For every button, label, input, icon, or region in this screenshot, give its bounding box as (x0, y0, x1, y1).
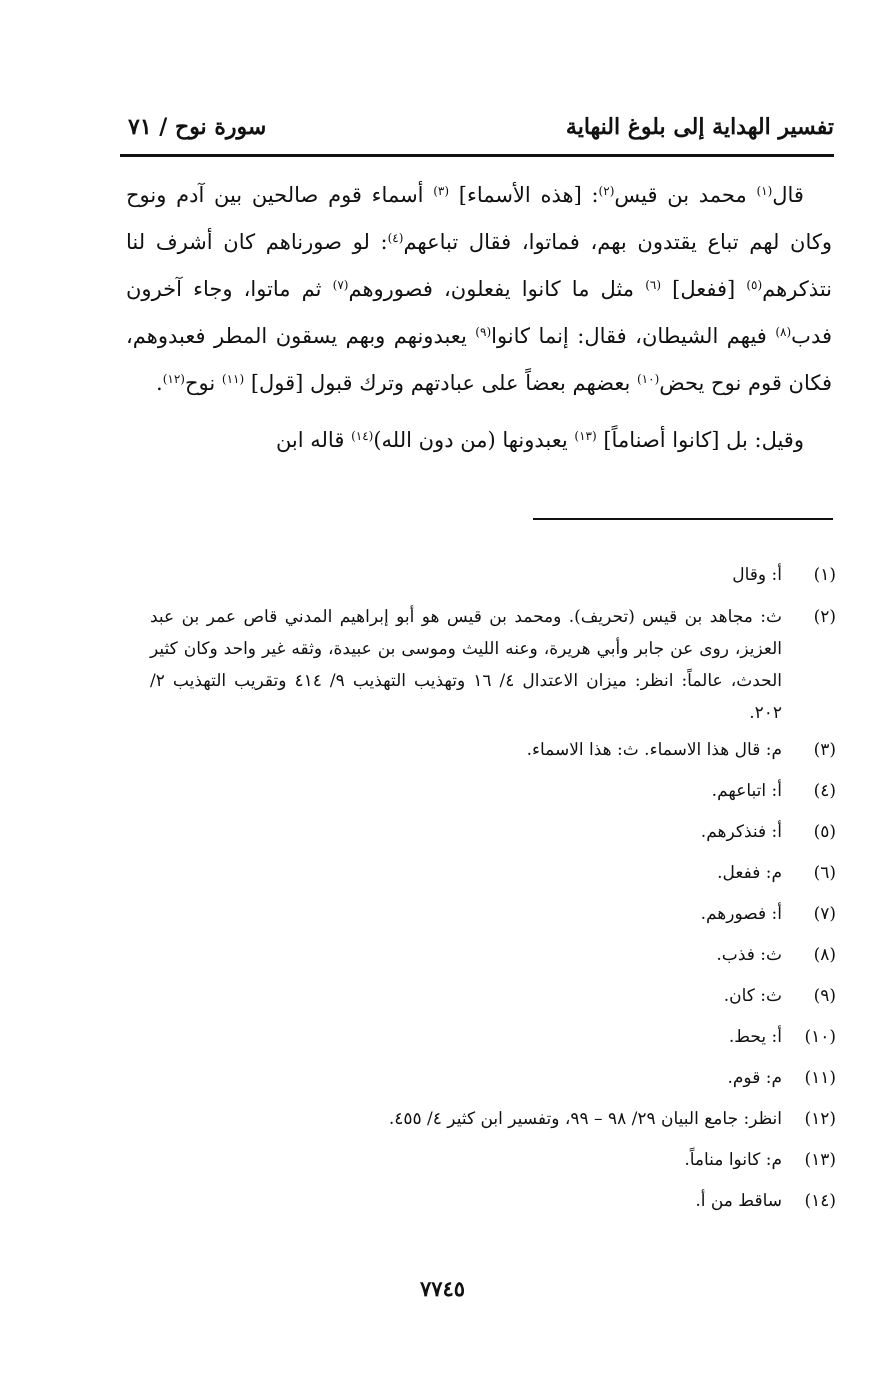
footnote-ref[interactable]: (١٤) (351, 429, 374, 443)
text-run: : [هذه الأسماء] (449, 183, 599, 207)
footnote-number: (٨) (813, 945, 836, 965)
header-divider (120, 154, 834, 157)
footnote-text: أ: وقال (732, 565, 782, 585)
footnote-item (150, 981, 836, 1011)
surah-label: سورة نوح / ٧١ (128, 114, 267, 140)
footnote-number: (٧) (813, 904, 836, 924)
footnote-ref[interactable]: (٤) (387, 231, 404, 245)
footnote-text: م: ففعل. (717, 863, 782, 883)
text-run: قال (772, 183, 804, 207)
text-run: قاله ابن (275, 428, 352, 452)
book-title: تفسير الهداية إلى بلوغ النهاية (565, 114, 834, 140)
footnote-ref[interactable]: (١٣) (574, 429, 597, 443)
text-run: يعبدونها (من دون الله) (373, 428, 575, 452)
footnote-item (150, 899, 836, 929)
footnote-text: أ: فصورهم. (700, 904, 782, 924)
footnote-text: م: قوم. (727, 1068, 782, 1088)
footnote-ref[interactable]: (١٢) (162, 372, 185, 386)
footnote-text: أ: فنذكرهم. (700, 822, 782, 842)
footnote-text: أ: يحط. (728, 1027, 782, 1047)
footnote-number: (٤) (813, 781, 836, 801)
footnote-item (150, 776, 836, 806)
footnote-item (150, 735, 836, 765)
footnote-item (150, 817, 836, 847)
footnote-number: (١٠) (804, 1027, 836, 1047)
footnote-item (150, 1145, 836, 1175)
text-run: أسماء قوم صالحين بين آدم ونوح وكان لهم تباع يقتدون بهم، فماتوا، فقال تباعهم (126, 183, 832, 254)
footnote-ref[interactable]: (١) (756, 184, 773, 198)
text-run: محمد بن قيس (614, 183, 757, 207)
footnote-item (150, 601, 836, 729)
footnote-item (150, 940, 836, 970)
text-run: نوح (184, 371, 222, 395)
text-run: : لو صورناهم كان أشرف لنا نتذكرهم (126, 230, 833, 301)
footnote-number: (٦) (813, 863, 836, 883)
footnote-item (150, 560, 836, 590)
footnote-ref[interactable]: (١٠) (636, 372, 660, 386)
text-run: . (156, 371, 163, 395)
footnote-item (150, 1104, 836, 1134)
footnote-ref[interactable]: (٨) (775, 325, 792, 339)
running-header (122, 108, 834, 148)
page-number: ٧٧٤٥ (419, 1276, 466, 1301)
footnote-item (150, 1186, 836, 1216)
text-run: فيهم الشيطان، فقال: إنما كانوا (491, 324, 776, 348)
paragraph (126, 417, 832, 464)
footnote-text: ث: كان. (723, 986, 782, 1006)
text-run: مثل ما كانوا يفعلون، فصوروهم (348, 277, 646, 301)
text-run: بعضهم بعضاً على عبادتهم وترك قبول [قول] (244, 371, 637, 395)
text-run: وقيل: بل [كانوا أصناماً] (596, 428, 804, 452)
text-run: يعبدونهم وبهم يسقون المطر فعبدوهم، فكان قوم نوح يحض (126, 324, 832, 395)
footnote-number: (١٢) (804, 1109, 836, 1129)
footnote-text: انظر: جامع البيان ٢٩/ ٩٨ – ٩٩، وتفسير ابن كثير ٤/ ٤٥٥. (388, 1109, 782, 1129)
footnote-number: (١١) (804, 1068, 836, 1088)
text-run: ثم ماتوا، وجاء آخرون فدب (126, 277, 833, 348)
footnote-divider (533, 518, 833, 520)
footnote-text: ث: فذب. (716, 945, 782, 965)
footnotes-list (150, 560, 836, 1227)
main-text (126, 172, 832, 464)
footnote-ref[interactable]: (٩) (475, 325, 492, 339)
footnote-number: (٢) (813, 607, 836, 627)
text-run: [ففعل] (661, 277, 747, 301)
footnote-item (150, 858, 836, 888)
footnote-ref[interactable]: (٧) (332, 278, 349, 292)
footnote-ref[interactable]: (٦) (645, 278, 662, 292)
footnote-ref[interactable]: (١١) (221, 372, 245, 386)
footnote-ref[interactable]: (٢) (598, 184, 615, 198)
footnote-number: (٣) (813, 740, 836, 760)
footnote-ref[interactable]: (٥) (746, 278, 763, 292)
footnote-number: (١٤) (804, 1191, 836, 1211)
footnote-number: (٥) (813, 822, 836, 842)
footnote-number: (٩) (813, 986, 836, 1006)
footnote-text: ساقط من أ. (695, 1191, 782, 1211)
paragraph (126, 172, 832, 407)
footnote-number: (١) (813, 565, 836, 585)
footnote-item (150, 1022, 836, 1052)
footnote-text: ث: مجاهد بن قيس (تحريف). ومحمد بن قيس هو أبو إبراهيم المدني قاص عمر بن عبد العزيز، روى عن جابر وأبي هريرة، وعنه الليث وموسى بن عبيدة، وثقه غير واحد وكان كثير الحدث، عالماً: انظر: ميزان الاعتدال ٤/ ١٦ وتهذيب التهذيب ٩/ ٤١٤ وتقريب التهذيب ٢/ ٢٠٢. (150, 607, 782, 723)
footnote-number: (١٣) (804, 1150, 836, 1170)
footnote-text: م: كانوا مناماً. (684, 1150, 782, 1170)
footnote-text: م: قال هذا الاسماء. ث: هذا الاسماء. (526, 740, 782, 760)
footnote-item (150, 1063, 836, 1093)
footnote-text: أ: اتباعهم. (711, 781, 782, 801)
footnote-ref[interactable]: (٣) (433, 184, 450, 198)
